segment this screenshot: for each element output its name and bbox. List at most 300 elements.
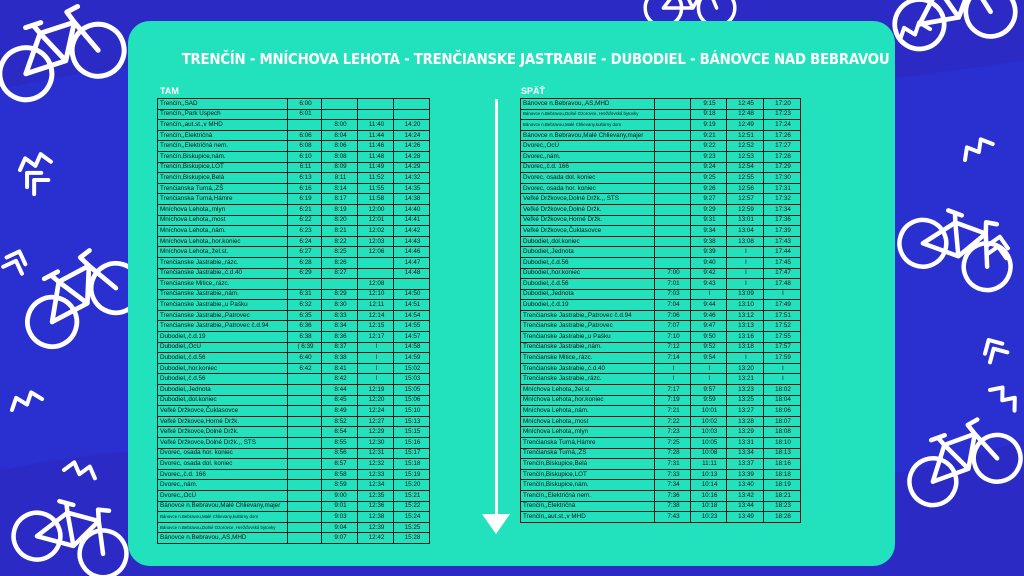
departure-time-cell: 7:23 [655, 427, 691, 438]
departure-time-cell: 12:24 [358, 406, 394, 417]
departure-time-cell: 18:19 [764, 480, 801, 491]
stop-name-cell: Veľké Držkovce,Čuklasovce [521, 226, 655, 237]
departure-time-cell: 6:28 [288, 257, 322, 268]
departure-time-cell: 8:26 [322, 257, 358, 268]
departure-time-cell [655, 226, 691, 237]
departure-time-cell: 6:38 [288, 332, 322, 343]
departure-time-cell: 13:10 [727, 300, 764, 311]
stop-name-cell: Dvorec,,č.d. 166 [158, 469, 288, 480]
departure-time-cell: ǀ [655, 374, 691, 385]
departure-time-cell [322, 109, 358, 120]
departure-time-cell: 12:42 [358, 533, 394, 544]
departure-time-cell: 9:24 [691, 162, 727, 173]
departure-time-cell: 15:02 [394, 363, 430, 374]
stop-name-cell: Trenčín,,Park Úspech [158, 109, 288, 120]
departure-time-cell: 9:57 [691, 385, 727, 396]
departure-time-cell: 12:39 [358, 522, 394, 533]
table-row [158, 226, 430, 237]
departure-time-cell: 8:30 [322, 300, 358, 311]
departure-time-cell: 12:49 [727, 120, 764, 131]
table-row [158, 459, 430, 470]
departure-time-cell: 13:13 [727, 321, 764, 332]
departure-time-cell [288, 533, 322, 544]
departure-time-cell: 14:57 [394, 332, 430, 343]
stop-name-cell: Bánovce n.Bebravou,,AS,MHD [158, 533, 288, 544]
departure-time-cell: 9:04 [322, 522, 358, 533]
departure-time-cell: 8:45 [322, 395, 358, 406]
table-row [521, 416, 801, 427]
departure-time-cell: 7:14 [655, 353, 691, 364]
departure-time-cell: 6:24 [288, 236, 322, 247]
departure-time-cell: ǀ [358, 353, 394, 364]
departure-time-cell: 12:31 [358, 448, 394, 459]
stop-name-cell: Veľké Držkovce,Dolné Držk. [158, 427, 288, 438]
departure-time-cell: 12:02 [358, 226, 394, 237]
departure-time-cell: 8:54 [322, 427, 358, 438]
departure-time-cell: 13:27 [727, 406, 764, 417]
stop-name-cell: Veľké Držkovce,Horné Držk. [521, 215, 655, 226]
table-row [158, 279, 430, 290]
departure-time-cell: ǀ [764, 363, 801, 374]
departure-time-cell: 9:01 [322, 501, 358, 512]
departure-time-cell: 8:34 [322, 321, 358, 332]
departure-time-cell: 6:13 [288, 173, 322, 184]
departure-time-cell: 14:32 [394, 173, 430, 184]
table-row [158, 268, 430, 279]
departure-time-cell: 15:19 [394, 469, 430, 480]
departure-time-cell: 6:23 [288, 226, 322, 237]
departure-time-cell: 12:56 [727, 183, 764, 194]
departure-time-cell: 9:22 [691, 141, 727, 152]
departure-time-cell [288, 374, 322, 385]
departure-time-cell: 14:59 [394, 353, 430, 364]
stop-name-cell: Trenčín,,Električná nem. [521, 490, 655, 501]
departure-time-cell: 8:42 [322, 374, 358, 385]
departure-time-cell: 17:39 [764, 226, 801, 237]
departure-time-cell: 10:03 [691, 427, 727, 438]
stop-name-cell: Dubodiel,,dol.koniec [521, 236, 655, 247]
departure-time-cell: 9:44 [691, 300, 727, 311]
departure-time-cell: 8:59 [322, 480, 358, 491]
departure-time-cell: 14:42 [394, 226, 430, 237]
departure-time-cell: 13:28 [727, 416, 764, 427]
departure-time-cell: 6:29 [288, 268, 322, 279]
departure-time-cell: 15:06 [394, 395, 430, 406]
table-row [158, 448, 430, 459]
departure-time-cell: 12:59 [727, 204, 764, 215]
departure-time-cell: 15:16 [394, 438, 430, 449]
departure-time-cell [288, 501, 322, 512]
table-row [158, 406, 430, 417]
departure-time-cell: 15:25 [394, 522, 430, 533]
departure-time-cell: 13:20 [727, 363, 764, 374]
stop-name-cell: Mníchova Lehota,,mlyn [521, 427, 655, 438]
departure-time-cell: 6:08 [288, 141, 322, 152]
stop-name-cell: Trenčianske Jastrabie,,Patrovec [158, 310, 288, 321]
departure-time-cell: 14:24 [394, 130, 430, 141]
departure-time-cell: 7:03 [655, 289, 691, 300]
stop-name-cell: Dubodiel,,dol.koniec [158, 395, 288, 406]
departure-time-cell: 12:11 [358, 300, 394, 311]
departure-time-cell: 11:52 [358, 173, 394, 184]
departure-time-cell: 14:40 [394, 204, 430, 215]
table-row [158, 353, 430, 364]
table-row [158, 310, 430, 321]
table-row [521, 353, 801, 364]
departure-time-cell: 7:33 [655, 469, 691, 480]
departure-time-cell: 17:26 [764, 130, 801, 141]
departure-time-cell: 8:11 [322, 173, 358, 184]
departure-time-cell [288, 406, 322, 417]
departure-time-cell: 6:40 [288, 353, 322, 364]
departure-time-cell: 7:25 [655, 438, 691, 449]
departure-time-cell: ǀ [691, 374, 727, 385]
departure-time-cell: 6:01 [288, 109, 322, 120]
departure-time-cell: 17:24 [764, 120, 801, 131]
departure-time-cell: 6:35 [288, 310, 322, 321]
table-row [521, 310, 801, 321]
departure-time-cell [394, 279, 430, 290]
departure-time-cell: 8:08 [322, 151, 358, 162]
stop-name-cell: Trenčianske Jastrabie,,rázc. [158, 257, 288, 268]
departure-time-cell [655, 162, 691, 173]
departure-time-cell: 14:35 [394, 183, 430, 194]
departure-time-cell: 7:43 [655, 512, 691, 523]
departure-time-cell: 12:30 [358, 438, 394, 449]
departure-time-cell: ǀ [727, 353, 764, 364]
departure-time-cell [288, 427, 322, 438]
departure-time-cell: 11:48 [358, 151, 394, 162]
departure-time-cell: 13:01 [727, 215, 764, 226]
departure-time-cell: 12:36 [358, 501, 394, 512]
departure-time-cell: 12:15 [358, 321, 394, 332]
departure-time-cell: 14:54 [394, 310, 430, 321]
stop-name-cell: Dubodiel,,hor.koniec [521, 268, 655, 279]
departure-time-cell: 7:01 [655, 279, 691, 290]
departure-time-cell: ǀ [358, 363, 394, 374]
stop-name-cell: Trenčianska Turná,Hámre [158, 194, 288, 205]
departure-time-cell: 14:38 [394, 194, 430, 205]
departure-time-cell: 7:10 [655, 332, 691, 343]
table-row [521, 204, 801, 215]
departure-time-cell: 12:01 [358, 215, 394, 226]
departure-time-cell: 8:14 [322, 183, 358, 194]
departure-time-cell [394, 109, 430, 120]
departure-time-cell: 15:05 [394, 385, 430, 396]
departure-time-cell: 13:16 [727, 332, 764, 343]
departure-time-cell: 6:42 [288, 363, 322, 374]
stop-name-cell: Dvorec,,nám. [158, 480, 288, 491]
departure-time-cell: 10:08 [691, 448, 727, 459]
departure-time-cell: 6:06 [288, 130, 322, 141]
timetable-card [128, 21, 895, 566]
departure-time-cell: 10:13 [691, 469, 727, 480]
departure-time-cell [358, 257, 394, 268]
departure-time-cell: 6:22 [288, 215, 322, 226]
departure-time-cell: 17:49 [764, 300, 801, 311]
stop-name-cell: Bánovce n.Bebravou,Malé Chlievany,kultúrny dom [158, 512, 288, 523]
departure-time-cell: ǀ [691, 289, 727, 300]
departure-time-cell [655, 130, 691, 141]
departure-time-cell: 12:00 [358, 204, 394, 215]
stop-name-cell: Trenčianske Jastrabie,,nám. [158, 289, 288, 300]
departure-time-cell [322, 279, 358, 290]
departure-time-cell: 17:27 [764, 141, 801, 152]
departure-time-cell: 15:13 [394, 416, 430, 427]
departure-time-cell [288, 279, 322, 290]
table-row [158, 109, 430, 120]
departure-time-cell: 12:51 [727, 130, 764, 141]
departure-time-cell: 18:06 [764, 406, 801, 417]
stop-name-cell: Bánovce n.Bebravou,Malé Chlievany,majer [158, 501, 288, 512]
table-row [158, 416, 430, 427]
table-row [521, 480, 801, 491]
stop-name-cell: Mníchova Lehota,,hor.koniec [158, 236, 288, 247]
departure-time-cell: 15:03 [394, 374, 430, 385]
departure-time-cell: 12:06 [358, 247, 394, 258]
departure-time-cell: ǀ [727, 279, 764, 290]
departure-time-cell: 15:24 [394, 512, 430, 523]
table-row [158, 215, 430, 226]
departure-time-cell [288, 438, 322, 449]
departure-time-cell: 17:55 [764, 332, 801, 343]
table-row [521, 459, 801, 470]
departure-time-cell [288, 480, 322, 491]
table-row [158, 332, 430, 343]
departure-time-cell: 9:43 [691, 279, 727, 290]
departure-time-cell: 8:57 [322, 459, 358, 470]
departure-time-cell [288, 416, 322, 427]
departure-time-cell: 8:19 [322, 204, 358, 215]
table-row [521, 109, 801, 120]
departure-time-cell: 7:31 [655, 459, 691, 470]
departure-time-cell: 7:34 [655, 480, 691, 491]
stop-name-cell: Dubodiel,,OcÚ [158, 342, 288, 353]
departure-time-cell: 7:36 [655, 490, 691, 501]
departure-time-cell: 9:03 [322, 512, 358, 523]
stop-name-cell: Trenčianske Jastrabie,,rázc. [521, 374, 655, 385]
departure-time-cell: ( 6:39 [288, 342, 322, 353]
departure-time-cell: 9:42 [691, 268, 727, 279]
stop-name-cell: Dubodiel,,hor.koniec [158, 363, 288, 374]
departure-time-cell: 18:28 [764, 512, 801, 523]
departure-time-cell: 17:30 [764, 173, 801, 184]
departure-time-cell: 15:15 [394, 427, 430, 438]
departure-time-cell: 7:12 [655, 342, 691, 353]
departure-time-cell: 12:20 [358, 395, 394, 406]
departure-time-cell: 12:32 [358, 459, 394, 470]
departure-time-cell: 7:04 [655, 300, 691, 311]
departure-time-cell: 10:16 [691, 490, 727, 501]
table-row [521, 300, 801, 311]
table-row [158, 438, 430, 449]
table-row [521, 438, 801, 449]
departure-time-cell: 12:33 [358, 469, 394, 480]
departure-time-cell: 13:37 [727, 459, 764, 470]
departure-time-cell: 8:27 [322, 268, 358, 279]
stop-name-cell: Bánovce n.Bebravou,,AS,MHD [521, 99, 655, 110]
departure-time-cell: 9:18 [691, 109, 727, 120]
table-row [158, 385, 430, 396]
stop-name-cell: Trenčín,Biskupice,nám. [521, 480, 655, 491]
table-row [521, 385, 801, 396]
stop-name-cell: Trenčín,,Električná nem. [158, 141, 288, 152]
stop-name-cell: Mníchova Lehota,,mlyn [158, 204, 288, 215]
departure-time-cell: 9:52 [691, 342, 727, 353]
stop-name-cell: Dvorec, osada dol. koniec [158, 459, 288, 470]
stop-name-cell: Veľké Držkovce,Čuklasovce [158, 406, 288, 417]
departure-time-cell: 8:55 [322, 438, 358, 449]
departure-time-cell: 11:11 [691, 459, 727, 470]
route-title: TRENČÍN - MNÍCHOVA LEHOTA - TRENČIANSKE JASTRABIE - DUBODIEL - BÁNOVCE NAD BEBRAVOU [181, 50, 890, 68]
stop-name-cell: Veľké Držkovce,Dolné Držk.,, STS [158, 438, 288, 449]
departure-time-cell: 6:36 [288, 321, 322, 332]
departure-time-cell [288, 469, 322, 480]
departure-time-cell: 17:52 [764, 321, 801, 332]
departure-time-cell: 13:34 [727, 448, 764, 459]
table-row [521, 448, 801, 459]
departure-time-cell: 12:35 [358, 490, 394, 501]
table-row [521, 490, 801, 501]
stop-name-cell: Trenčianske Mitice,,rázc. [521, 353, 655, 364]
departure-time-cell: 17:28 [764, 151, 801, 162]
departure-time-cell: 13:40 [727, 480, 764, 491]
departure-time-cell: 12:57 [727, 194, 764, 205]
table-row [521, 194, 801, 205]
departure-time-cell: 15:18 [394, 459, 430, 470]
table-row [158, 183, 430, 194]
departure-time-cell: 14:43 [394, 236, 430, 247]
departure-time-cell: 8:49 [322, 406, 358, 417]
stop-name-cell: Trenčianske Jastrabie,,u Pašku [158, 300, 288, 311]
departure-time-cell: 17:59 [764, 353, 801, 364]
stop-name-cell: Trenčianske Jastrabie,,č.d.40 [158, 268, 288, 279]
departure-time-cell: 8:00 [322, 120, 358, 131]
table-row [158, 99, 430, 110]
departure-time-cell: 9:15 [691, 99, 727, 110]
departure-time-cell: 18:18 [764, 469, 801, 480]
departure-time-cell: 8:44 [322, 385, 358, 396]
stop-name-cell: Veľké Držkovce,Dolné Držk.,, STS [521, 194, 655, 205]
stop-name-cell: Trenčianske Jastrabie,,nám. [521, 342, 655, 353]
departure-time-cell: 12:34 [358, 480, 394, 491]
table-row [521, 257, 801, 268]
table-row [158, 469, 430, 480]
table-row [158, 257, 430, 268]
departure-time-cell: 7:21 [655, 406, 691, 417]
departure-time-cell: 18:02 [764, 385, 801, 396]
departure-time-cell: ǀ [655, 363, 691, 374]
departure-time-cell: ǀ [358, 342, 394, 353]
table-row [158, 204, 430, 215]
departure-time-cell: 15:21 [394, 490, 430, 501]
departure-time-cell: 17:34 [764, 204, 801, 215]
table-row [521, 363, 801, 374]
departure-time-cell: 17:23 [764, 109, 801, 120]
table-row [521, 395, 801, 406]
table-row [158, 480, 430, 491]
departure-time-cell: 9:54 [691, 353, 727, 364]
table-row [158, 321, 430, 332]
table-row [158, 162, 430, 173]
departure-time-cell: 14:51 [394, 300, 430, 311]
departure-time-cell: 17:36 [764, 215, 801, 226]
stop-name-cell: Veľké Držkovce,Horné Držk. [158, 416, 288, 427]
departure-time-cell: 13:18 [727, 342, 764, 353]
departure-time-cell: 13:09 [727, 289, 764, 300]
departure-time-cell: 12:17 [358, 332, 394, 343]
departure-time-cell [358, 99, 394, 110]
departure-time-cell: 6:31 [288, 289, 322, 300]
departure-time-cell: 15:20 [394, 480, 430, 491]
departure-time-cell: 18:16 [764, 459, 801, 470]
table-row [158, 522, 430, 533]
departure-time-cell: 12:53 [727, 151, 764, 162]
departure-time-cell: 10:14 [691, 480, 727, 491]
stop-name-cell: Dvorec,,OcÚ [521, 141, 655, 152]
stop-name-cell: Dubodiel,,č.d.56 [158, 353, 288, 364]
departure-time-cell: 8:09 [322, 162, 358, 173]
stop-name-cell: Dubodiel,,Jednota [158, 385, 288, 396]
departure-time-cell: 17:29 [764, 162, 801, 173]
stop-name-cell: Dvorec,,OcÚ [158, 490, 288, 501]
departure-time-cell: 9:21 [691, 130, 727, 141]
stop-name-cell: Mníchova Lehota,,žel.st. [158, 247, 288, 258]
departure-time-cell: 18:04 [764, 395, 801, 406]
departure-time-cell: 12:38 [358, 512, 394, 523]
departure-time-cell [288, 395, 322, 406]
departure-time-cell: 13:23 [727, 385, 764, 396]
departure-time-cell [655, 173, 691, 184]
departure-time-cell: 17:31 [764, 183, 801, 194]
table-row [521, 162, 801, 173]
departure-time-cell: 17:20 [764, 99, 801, 110]
departure-time-cell: 6:11 [288, 162, 322, 173]
table-row [521, 99, 801, 110]
departure-time-cell: 9:19 [691, 120, 727, 131]
departure-time-cell: 14:47 [394, 257, 430, 268]
departure-time-cell: 12:03 [358, 236, 394, 247]
table-row [158, 512, 430, 523]
departure-time-cell: 13:49 [727, 512, 764, 523]
departure-time-cell: 8:56 [322, 448, 358, 459]
departure-time-cell [655, 236, 691, 247]
table-row [158, 501, 430, 512]
departure-time-cell: 14:48 [394, 268, 430, 279]
departure-time-cell: 13:39 [727, 469, 764, 480]
departure-time-cell: 6:16 [288, 183, 322, 194]
stop-name-cell: Veľké Držkovce,Dolné Držk. [521, 204, 655, 215]
departure-time-cell: 9:07 [322, 533, 358, 544]
departure-time-cell: 11:58 [358, 194, 394, 205]
departure-time-cell: 8:36 [322, 332, 358, 343]
table-row [158, 141, 430, 152]
departure-time-cell [655, 151, 691, 162]
departure-time-cell: 7:28 [655, 448, 691, 459]
table-row [521, 501, 801, 512]
departure-time-cell: 18:10 [764, 438, 801, 449]
direction-arrow-down-icon [482, 514, 510, 534]
departure-time-cell: 9:29 [691, 204, 727, 215]
departure-time-cell: 11:49 [358, 162, 394, 173]
stop-name-cell: Dubodiel,,č.d.56 [158, 374, 288, 385]
stop-name-cell: Mníchova Lehota,,hor.koniec [521, 395, 655, 406]
departure-time-cell: 9:26 [691, 183, 727, 194]
departure-time-cell [288, 522, 322, 533]
stop-name-cell: Trenčianske Jastrabie,,Patrovec č.d.94 [158, 321, 288, 332]
departure-time-cell: 13:29 [727, 427, 764, 438]
table-row [158, 342, 430, 353]
